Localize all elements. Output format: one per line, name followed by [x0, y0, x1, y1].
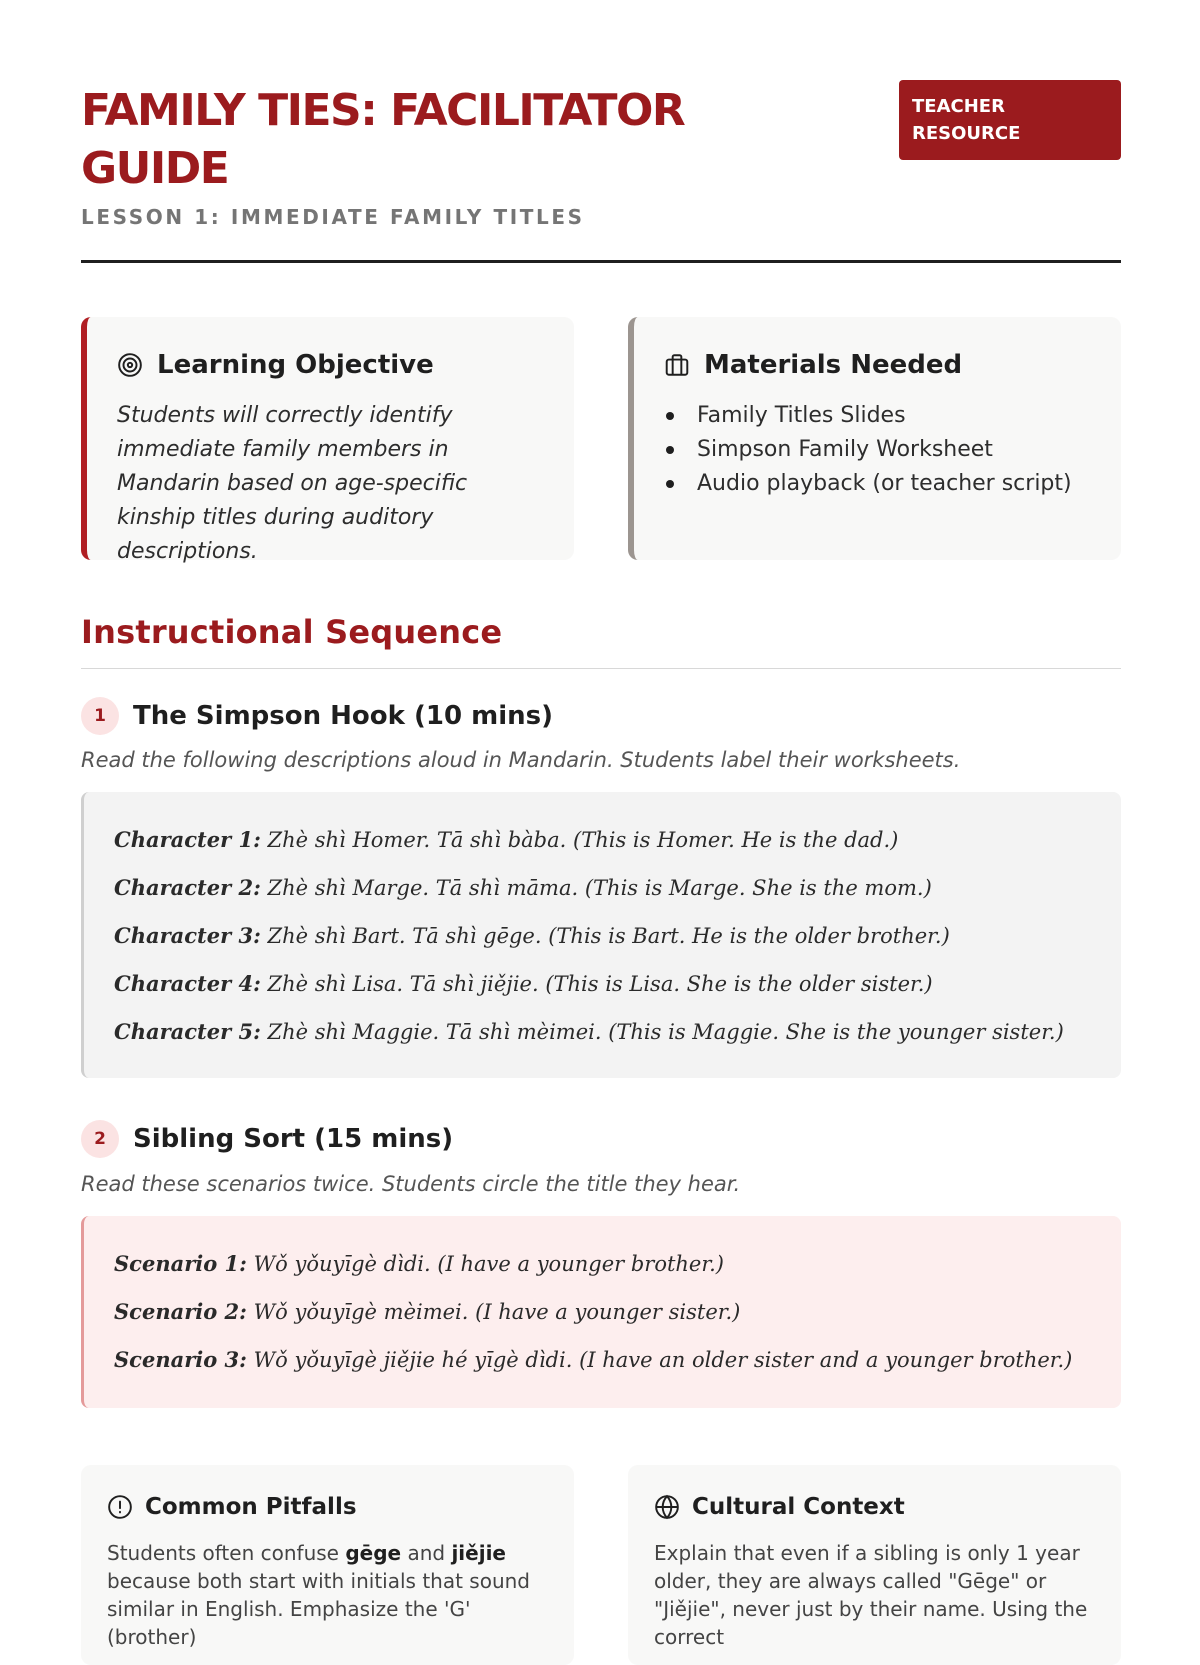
- cultural-context-title: Cultural Context: [692, 1494, 905, 1520]
- script-line-label: Character 3:: [114, 923, 261, 948]
- list-item: Audio playback (or teacher script): [664, 467, 1097, 501]
- script-line-text: Wǒ yǒuyīgè dìdi. (I have a younger brother.): [246, 1252, 724, 1276]
- teacher-resource-badge: TEACHER RESOURCE: [899, 80, 1121, 160]
- pitfalls-term: jiějie: [451, 1541, 506, 1565]
- script-line-text: Wǒ yǒuyīgè jiějie hé yīgè dìdi. (I have an older sister and a younger brother.): [246, 1348, 1073, 1372]
- script-line-text: Wǒ yǒuyīgè mèimei. (I have a younger sister.): [246, 1300, 741, 1324]
- script-line: [114, 912, 1097, 960]
- section-title: Instructional Sequence: [81, 613, 503, 651]
- alert-circle-icon: [107, 1494, 133, 1520]
- script-line-text: Zhè shì Marge. Tā shì māma. (This is Marge. She is the mom.): [260, 876, 932, 900]
- step-description: Read the following descriptions aloud in Mandarin. Students label their worksheets.: [81, 748, 961, 772]
- section-divider: [81, 668, 1121, 669]
- script-line: [114, 864, 1097, 912]
- script-line-label: Scenario 1:: [114, 1251, 247, 1276]
- pitfalls-text-part: and: [401, 1541, 452, 1565]
- step-description: Read these scenarios twice. Students circle the title they hear.: [81, 1172, 741, 1196]
- script-line: [114, 1240, 1097, 1288]
- materials-card: [628, 317, 1121, 560]
- script-line-label: Character 2:: [114, 875, 261, 900]
- scenario-script-box: [81, 1216, 1121, 1408]
- common-pitfalls-card: [81, 1465, 574, 1665]
- pitfalls-term: gēge: [345, 1541, 402, 1565]
- script-line-text: Zhè shì Maggie. Tā shì mèimei. (This is Maggie. She is the younger sister.): [260, 1020, 1064, 1044]
- page-title: FAMILY TIES: FACILITATOR GUIDE: [81, 85, 685, 194]
- step-number-badge: 1: [81, 697, 119, 735]
- step-2-header: [81, 1120, 453, 1158]
- cultural-context-card: [628, 1465, 1121, 1665]
- script-line-label: Scenario 2:: [114, 1299, 247, 1324]
- list-item: Simpson Family Worksheet: [664, 433, 1097, 467]
- globe-icon: [654, 1494, 680, 1520]
- script-line-text: Zhè shì Bart. Tā shì gēge. (This is Bart. He is the older brother.): [260, 924, 950, 948]
- step-1-header: [81, 697, 553, 735]
- cultural-context-text: Explain that even if a sibling is only 1 year older, they are always called "Gēge" or "Jiějie", never just by their name. Using the correct: [654, 1541, 1088, 1649]
- header-divider: [81, 260, 1121, 263]
- learning-objective-card: [81, 317, 574, 564]
- lesson-subtitle: LESSON 1: IMMEDIATE FAMILY TITLES: [81, 205, 585, 229]
- step-title: Sibling Sort (15 mins): [133, 1124, 454, 1154]
- script-line-label: Character 1:: [114, 827, 261, 852]
- list-item: Family Titles Slides: [664, 399, 1097, 433]
- briefcase-icon: [664, 352, 690, 378]
- character-script-box: [81, 792, 1121, 1078]
- materials-list: [664, 399, 1097, 501]
- learning-objective-text: Students will correctly identify immediate family members in Mandarin based on age-specific kinship titles during auditory descriptions.: [117, 403, 468, 564]
- target-icon: [117, 352, 143, 378]
- script-line: [114, 960, 1097, 1008]
- script-line: [114, 1008, 1097, 1056]
- script-line-label: Character 5:: [114, 1019, 261, 1044]
- script-line-label: Scenario 3:: [114, 1347, 247, 1372]
- pitfalls-text-part: because both start with initials that sound similar in English. Emphasize the 'G' (brother): [107, 1569, 530, 1649]
- script-line-text: Zhè shì Lisa. Tā shì jiějie. (This is Lisa. She is the older sister.): [260, 972, 933, 996]
- script-line: [114, 816, 1097, 864]
- script-line-label: Character 4:: [114, 971, 261, 996]
- pitfalls-text-part: Students often confuse: [107, 1541, 346, 1565]
- script-line: [114, 1288, 1097, 1336]
- pitfalls-title: Common Pitfalls: [145, 1494, 357, 1520]
- script-line: [114, 1336, 1097, 1384]
- script-line-text: Zhè shì Homer. Tā shì bàba. (This is Homer. He is the dad.): [260, 828, 899, 852]
- step-title: The Simpson Hook (10 mins): [133, 701, 553, 731]
- pitfalls-text: [107, 1539, 550, 1651]
- materials-title: Materials Needed: [704, 350, 963, 380]
- learning-objective-title: Learning Objective: [157, 350, 434, 380]
- step-number-badge: 2: [81, 1120, 119, 1158]
